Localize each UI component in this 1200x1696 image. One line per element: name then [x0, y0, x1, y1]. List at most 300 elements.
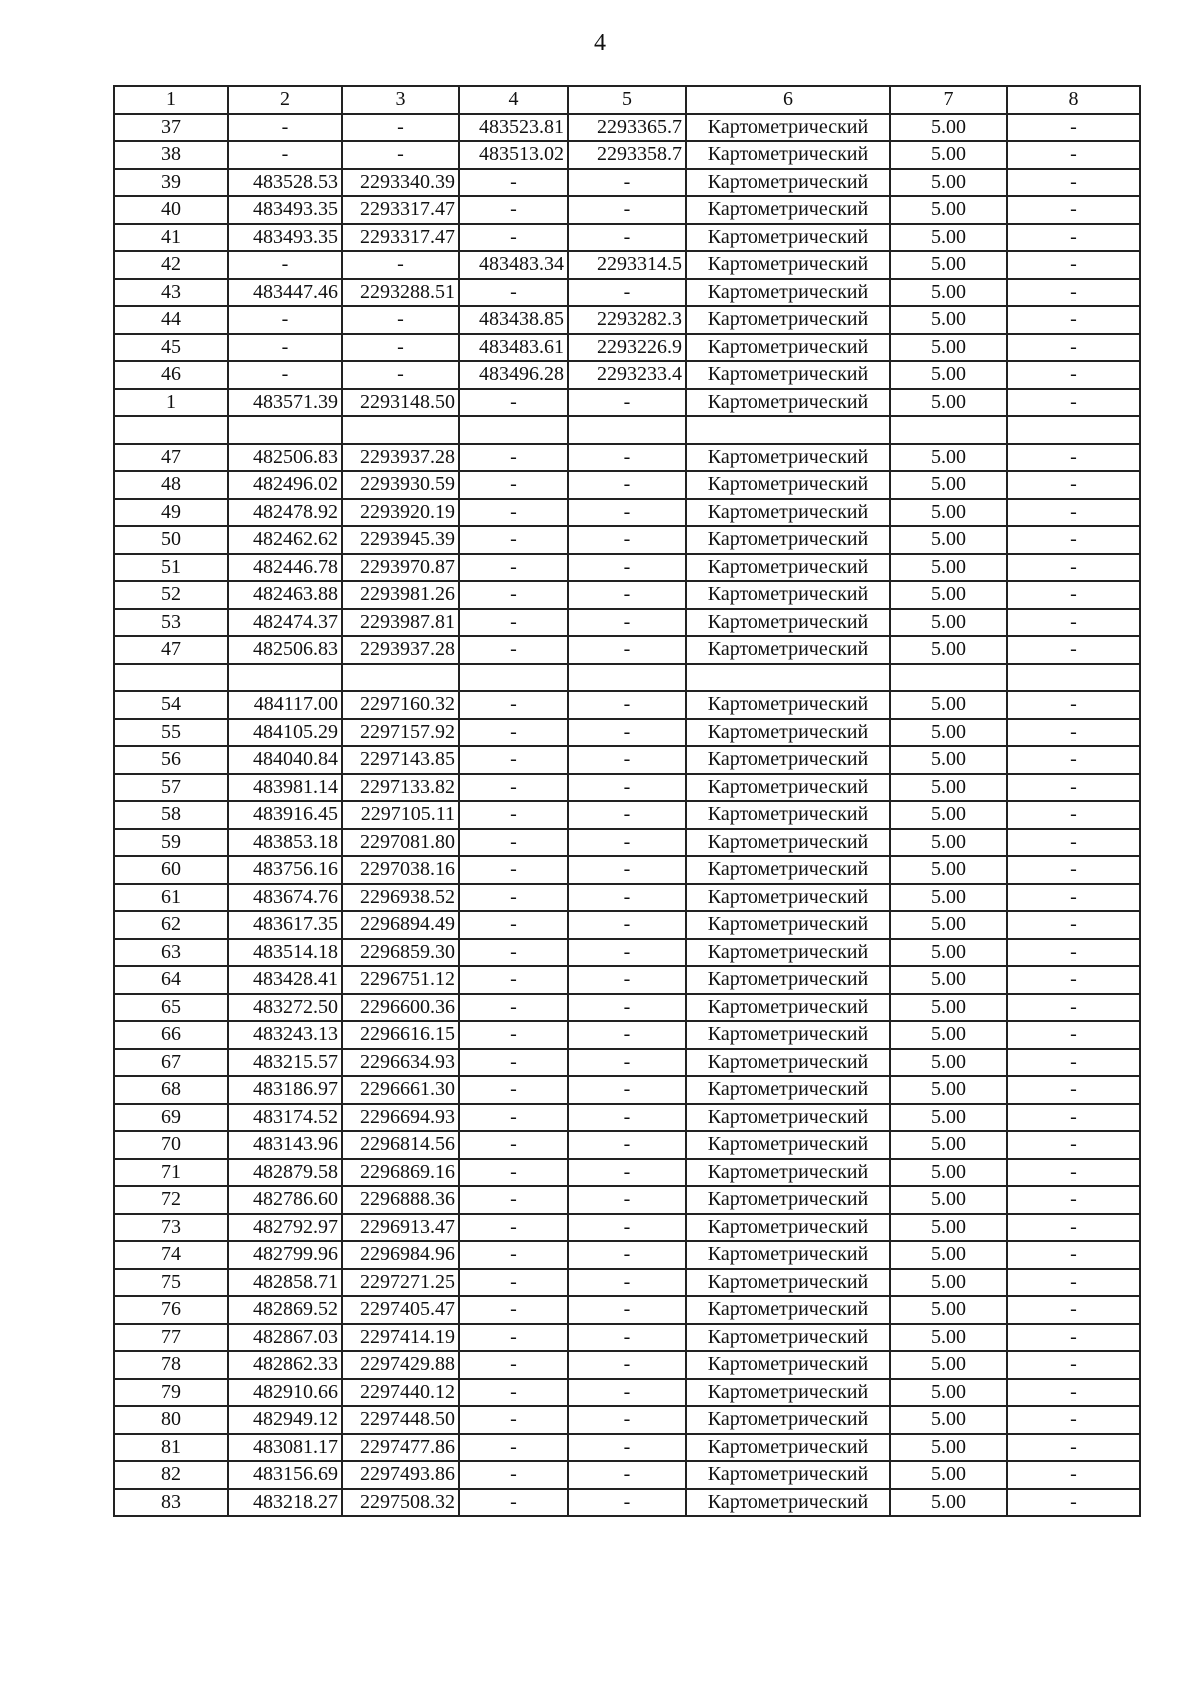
table-cell: 2293365.7: [568, 114, 686, 142]
table-cell: 5.00: [890, 1021, 1007, 1049]
table-row: [114, 829, 1140, 857]
table-cell: 5.00: [890, 196, 1007, 224]
table-cell: [228, 664, 342, 692]
table-cell: 2296984.96: [342, 1241, 459, 1269]
table-cell: 482867.03: [228, 1324, 342, 1352]
table-cell: 2293288.51: [342, 279, 459, 307]
table-cell: -: [568, 1489, 686, 1517]
table-cell: 5.00: [890, 801, 1007, 829]
table-cell: -: [1007, 1489, 1140, 1517]
table-cell: 5.00: [890, 554, 1007, 582]
table-cell: -: [459, 994, 568, 1022]
table-cell: 5.00: [890, 1186, 1007, 1214]
table-cell: 5.00: [890, 114, 1007, 142]
table-cell: 5.00: [890, 444, 1007, 472]
table-cell: Картометрический: [686, 719, 890, 747]
table-cell: 483483.34: [459, 251, 568, 279]
table-cell: 40: [114, 196, 228, 224]
table-cell: -: [228, 251, 342, 279]
table-cell: 1: [114, 389, 228, 417]
table-cell: -: [459, 1076, 568, 1104]
table-cell: 5.00: [890, 1324, 1007, 1352]
table-cell: -: [568, 279, 686, 307]
table-cell: Картометрический: [686, 444, 890, 472]
table-cell: Картометрический: [686, 829, 890, 857]
table-row: [114, 856, 1140, 884]
table-cell: 483571.39: [228, 389, 342, 417]
table-row: [114, 911, 1140, 939]
table-cell: 2296600.36: [342, 994, 459, 1022]
table-cell: -: [568, 966, 686, 994]
table-cell: 2293148.50: [342, 389, 459, 417]
table-cell: 483981.14: [228, 774, 342, 802]
table-cell: -: [228, 141, 342, 169]
table-cell: 2296634.93: [342, 1049, 459, 1077]
table-cell: -: [1007, 444, 1140, 472]
table-cell: 2293920.19: [342, 499, 459, 527]
table-row: [114, 1379, 1140, 1407]
table-cell: -: [1007, 361, 1140, 389]
table-cell: -: [459, 1489, 568, 1517]
table-cell: -: [459, 829, 568, 857]
table-cell: 80: [114, 1406, 228, 1434]
table-cell: -: [1007, 884, 1140, 912]
table-cell: 61: [114, 884, 228, 912]
table-cell: 65: [114, 994, 228, 1022]
table-cell: Картометрический: [686, 279, 890, 307]
table-cell: 5.00: [890, 1076, 1007, 1104]
table-cell: 5.00: [890, 856, 1007, 884]
table-cell: 2296751.12: [342, 966, 459, 994]
table-cell: 483514.18: [228, 939, 342, 967]
table-cell: 483186.97: [228, 1076, 342, 1104]
table-cell: 483143.96: [228, 1131, 342, 1159]
table-cell: -: [459, 224, 568, 252]
table-cell: Картометрический: [686, 1186, 890, 1214]
table-cell: -: [568, 1241, 686, 1269]
column-header: 1: [114, 86, 228, 114]
table-row: [114, 279, 1140, 307]
table-cell: -: [459, 1269, 568, 1297]
table-cell: 5.00: [890, 141, 1007, 169]
table-cell: 78: [114, 1351, 228, 1379]
table-cell: -: [1007, 1269, 1140, 1297]
table-cell: -: [568, 1351, 686, 1379]
column-header: 5: [568, 86, 686, 114]
table-cell: -: [342, 114, 459, 142]
table-cell: -: [459, 526, 568, 554]
table-cell: Картометрический: [686, 801, 890, 829]
table-cell: 51: [114, 554, 228, 582]
table-cell: 37: [114, 114, 228, 142]
table-row: [114, 251, 1140, 279]
table-cell: -: [1007, 196, 1140, 224]
table-cell: Картометрический: [686, 1241, 890, 1269]
column-header: 3: [342, 86, 459, 114]
table-cell: 60: [114, 856, 228, 884]
table-cell: 5.00: [890, 994, 1007, 1022]
table-cell: -: [1007, 801, 1140, 829]
table-row: [114, 1269, 1140, 1297]
table-row: [114, 1159, 1140, 1187]
table-cell: 483493.35: [228, 224, 342, 252]
table-row: [114, 114, 1140, 142]
table-row: [114, 1296, 1140, 1324]
table-cell: 5.00: [890, 939, 1007, 967]
table-cell: -: [1007, 334, 1140, 362]
table-cell: -: [1007, 691, 1140, 719]
table-cell: -: [459, 169, 568, 197]
table-cell: -: [568, 1296, 686, 1324]
table-cell: -: [459, 1021, 568, 1049]
table-cell: 5.00: [890, 224, 1007, 252]
table-cell: -: [459, 636, 568, 664]
table-cell: -: [568, 636, 686, 664]
table-row: [114, 1131, 1140, 1159]
table-cell: 5.00: [890, 361, 1007, 389]
table-cell: -: [459, 196, 568, 224]
table-cell: 2293358.7: [568, 141, 686, 169]
table-cell: -: [1007, 939, 1140, 967]
table-row: [114, 1104, 1140, 1132]
table-cell: 5.00: [890, 334, 1007, 362]
table-cell: 52: [114, 581, 228, 609]
table-cell: 483447.46: [228, 279, 342, 307]
table-cell: -: [1007, 224, 1140, 252]
table-row: [114, 444, 1140, 472]
table-cell: 45: [114, 334, 228, 362]
table-cell: -: [1007, 1434, 1140, 1462]
table-cell: -: [568, 1104, 686, 1132]
table-cell: 2297105.11: [342, 801, 459, 829]
table-cell: -: [459, 279, 568, 307]
table-cell: Картометрический: [686, 251, 890, 279]
table-cell: 5.00: [890, 1131, 1007, 1159]
table-cell: Картометрический: [686, 1159, 890, 1187]
table-cell: -: [459, 609, 568, 637]
table-cell: 482799.96: [228, 1241, 342, 1269]
table-cell: 483496.28: [459, 361, 568, 389]
table-row: [114, 361, 1140, 389]
column-header: 7: [890, 86, 1007, 114]
table-cell: 2297133.82: [342, 774, 459, 802]
table-row: [114, 554, 1140, 582]
table-header: [114, 86, 1140, 114]
table-cell: 5.00: [890, 581, 1007, 609]
table-cell: 5.00: [890, 1104, 1007, 1132]
table-cell: -: [568, 746, 686, 774]
separator-row: [114, 416, 1140, 444]
table-row: [114, 1324, 1140, 1352]
table-cell: -: [568, 884, 686, 912]
table-cell: 5.00: [890, 884, 1007, 912]
table-cell: 49: [114, 499, 228, 527]
table-cell: 5.00: [890, 169, 1007, 197]
table-cell: [890, 664, 1007, 692]
table-cell: 483483.61: [459, 334, 568, 362]
table-cell: Картометрический: [686, 361, 890, 389]
table-cell: 483272.50: [228, 994, 342, 1022]
table-cell: -: [568, 1131, 686, 1159]
table-row: [114, 939, 1140, 967]
table-cell: -: [459, 1159, 568, 1187]
table-cell: Картометрический: [686, 609, 890, 637]
table-cell: 73: [114, 1214, 228, 1242]
table-cell: 2296694.93: [342, 1104, 459, 1132]
table-cell: -: [568, 939, 686, 967]
table-cell: 5.00: [890, 829, 1007, 857]
table-cell: Картометрический: [686, 334, 890, 362]
table-cell: 2297405.47: [342, 1296, 459, 1324]
table-row: [114, 609, 1140, 637]
table-cell: Картометрический: [686, 1076, 890, 1104]
table-cell: -: [568, 774, 686, 802]
table-cell: 5.00: [890, 911, 1007, 939]
table-cell: 483218.27: [228, 1489, 342, 1517]
table-cell: 2296894.49: [342, 911, 459, 939]
table-row: [114, 966, 1140, 994]
table-cell: -: [568, 169, 686, 197]
table-cell: -: [568, 856, 686, 884]
table-cell: -: [1007, 746, 1140, 774]
table-cell: 483215.57: [228, 1049, 342, 1077]
table-cell: [114, 416, 228, 444]
table-cell: 2297448.50: [342, 1406, 459, 1434]
table-cell: 57: [114, 774, 228, 802]
table-cell: Картометрический: [686, 636, 890, 664]
table-cell: 482910.66: [228, 1379, 342, 1407]
table-cell: [568, 416, 686, 444]
table-cell: [1007, 416, 1140, 444]
table-cell: 2293937.28: [342, 444, 459, 472]
table-cell: -: [568, 1021, 686, 1049]
table-cell: -: [459, 1351, 568, 1379]
table-cell: 2296859.30: [342, 939, 459, 967]
table-cell: -: [568, 1269, 686, 1297]
table-cell: 2296938.52: [342, 884, 459, 912]
table-cell: -: [1007, 114, 1140, 142]
table-cell: 66: [114, 1021, 228, 1049]
table-cell: 482869.52: [228, 1296, 342, 1324]
table-cell: [686, 664, 890, 692]
table-cell: 2296814.56: [342, 1131, 459, 1159]
table-cell: -: [459, 444, 568, 472]
table-cell: -: [1007, 1296, 1140, 1324]
table-cell: 5.00: [890, 1214, 1007, 1242]
table-cell: -: [228, 306, 342, 334]
table-cell: -: [568, 1049, 686, 1077]
table-cell: 483493.35: [228, 196, 342, 224]
table-cell: 53: [114, 609, 228, 637]
table-cell: Картометрический: [686, 1296, 890, 1324]
table-cell: Картометрический: [686, 581, 890, 609]
table-cell: 5.00: [890, 1351, 1007, 1379]
table-cell: -: [459, 719, 568, 747]
table-cell: 2297081.80: [342, 829, 459, 857]
table-cell: Картометрический: [686, 774, 890, 802]
table-cell: 2293970.87: [342, 554, 459, 582]
table-cell: 483528.53: [228, 169, 342, 197]
table-cell: -: [568, 1379, 686, 1407]
table-row: [114, 994, 1140, 1022]
table-cell: [890, 416, 1007, 444]
table-cell: -: [1007, 554, 1140, 582]
table-row: [114, 169, 1140, 197]
table-row: [114, 224, 1140, 252]
table-cell: -: [1007, 1021, 1140, 1049]
table-cell: 482474.37: [228, 609, 342, 637]
table-cell: 482496.02: [228, 471, 342, 499]
table-cell: -: [459, 1241, 568, 1269]
table-cell: 76: [114, 1296, 228, 1324]
table-cell: -: [568, 526, 686, 554]
table-cell: -: [459, 581, 568, 609]
table-cell: 2296616.15: [342, 1021, 459, 1049]
table-cell: 2297160.32: [342, 691, 459, 719]
table-row: [114, 774, 1140, 802]
table-cell: 62: [114, 911, 228, 939]
table-cell: 2293340.39: [342, 169, 459, 197]
table-cell: 2293945.39: [342, 526, 459, 554]
table-cell: -: [1007, 1131, 1140, 1159]
table-cell: -: [568, 1186, 686, 1214]
table-cell: [459, 664, 568, 692]
header-row: [114, 86, 1140, 114]
table-cell: -: [568, 1076, 686, 1104]
table-cell: 483081.17: [228, 1434, 342, 1462]
table-cell: -: [1007, 911, 1140, 939]
table-cell: Картометрический: [686, 554, 890, 582]
table-cell: 483174.52: [228, 1104, 342, 1132]
table-cell: 483428.41: [228, 966, 342, 994]
table-cell: [114, 664, 228, 692]
table-cell: -: [1007, 471, 1140, 499]
table-row: [114, 1049, 1140, 1077]
table-cell: 55: [114, 719, 228, 747]
table-cell: 5.00: [890, 1406, 1007, 1434]
table-cell: -: [459, 1186, 568, 1214]
table-cell: 2293937.28: [342, 636, 459, 664]
table-cell: -: [459, 774, 568, 802]
table-cell: -: [1007, 1406, 1140, 1434]
table-cell: -: [459, 911, 568, 939]
table-cell: -: [1007, 774, 1140, 802]
table-cell: -: [459, 554, 568, 582]
column-header: 4: [459, 86, 568, 114]
table-cell: -: [342, 361, 459, 389]
table-row: [114, 334, 1140, 362]
table-cell: 2293226.9: [568, 334, 686, 362]
table-cell: -: [1007, 526, 1140, 554]
table-row: [114, 471, 1140, 499]
table-cell: -: [459, 1461, 568, 1489]
table-cell: 72: [114, 1186, 228, 1214]
table-cell: Картометрический: [686, 856, 890, 884]
table-cell: -: [1007, 1159, 1140, 1187]
table-cell: -: [228, 361, 342, 389]
table-cell: -: [1007, 609, 1140, 637]
table-cell: Картометрический: [686, 526, 890, 554]
table-cell: Картометрический: [686, 1434, 890, 1462]
table-cell: -: [459, 1296, 568, 1324]
table-row: [114, 719, 1140, 747]
table-row: [114, 746, 1140, 774]
table-cell: 483756.16: [228, 856, 342, 884]
table-cell: 2293930.59: [342, 471, 459, 499]
table-cell: -: [1007, 1104, 1140, 1132]
table-row: [114, 526, 1140, 554]
table-cell: -: [1007, 141, 1140, 169]
table-cell: -: [568, 224, 686, 252]
table-cell: -: [568, 1324, 686, 1352]
table-cell: 482462.62: [228, 526, 342, 554]
table-cell: Картометрический: [686, 884, 890, 912]
table-row: [114, 1076, 1140, 1104]
table-cell: 50: [114, 526, 228, 554]
table-cell: 5.00: [890, 1434, 1007, 1462]
table-cell: [459, 416, 568, 444]
table-cell: 2297038.16: [342, 856, 459, 884]
table-cell: -: [568, 471, 686, 499]
table-cell: -: [459, 856, 568, 884]
table-cell: -: [568, 1434, 686, 1462]
table-cell: Картометрический: [686, 1489, 890, 1517]
table-cell: 483617.35: [228, 911, 342, 939]
table-cell: Картометрический: [686, 1131, 890, 1159]
table-cell: 56: [114, 746, 228, 774]
table-cell: [568, 664, 686, 692]
table-cell: -: [459, 801, 568, 829]
table-cell: 483674.76: [228, 884, 342, 912]
table-cell: 482879.58: [228, 1159, 342, 1187]
column-header: 2: [228, 86, 342, 114]
table-cell: -: [459, 1131, 568, 1159]
table-cell: 482506.83: [228, 444, 342, 472]
table-cell: -: [1007, 1049, 1140, 1077]
table-cell: 38: [114, 141, 228, 169]
coordinates-table: [113, 85, 1141, 1517]
table-cell: 482463.88: [228, 581, 342, 609]
table-cell: -: [568, 994, 686, 1022]
table-row: [114, 1021, 1140, 1049]
table-cell: -: [1007, 719, 1140, 747]
table-cell: -: [1007, 1186, 1140, 1214]
table-cell: 5.00: [890, 279, 1007, 307]
table-cell: -: [342, 141, 459, 169]
table-row: [114, 884, 1140, 912]
table-cell: Картометрический: [686, 1269, 890, 1297]
table-cell: Картометрический: [686, 1021, 890, 1049]
table-cell: -: [568, 554, 686, 582]
table-row: [114, 1186, 1140, 1214]
table-cell: 5.00: [890, 774, 1007, 802]
table-row: [114, 141, 1140, 169]
table-cell: 39: [114, 169, 228, 197]
table-cell: 482858.71: [228, 1269, 342, 1297]
table-cell: Картометрический: [686, 306, 890, 334]
table-cell: 42: [114, 251, 228, 279]
table-cell: 5.00: [890, 1461, 1007, 1489]
table-cell: 5.00: [890, 1269, 1007, 1297]
table-row: [114, 1214, 1140, 1242]
table-cell: 482949.12: [228, 1406, 342, 1434]
table-cell: -: [568, 581, 686, 609]
table-cell: -: [1007, 279, 1140, 307]
table-cell: -: [459, 499, 568, 527]
table-cell: Картометрический: [686, 966, 890, 994]
table-cell: Картометрический: [686, 1461, 890, 1489]
table-cell: 482862.33: [228, 1351, 342, 1379]
